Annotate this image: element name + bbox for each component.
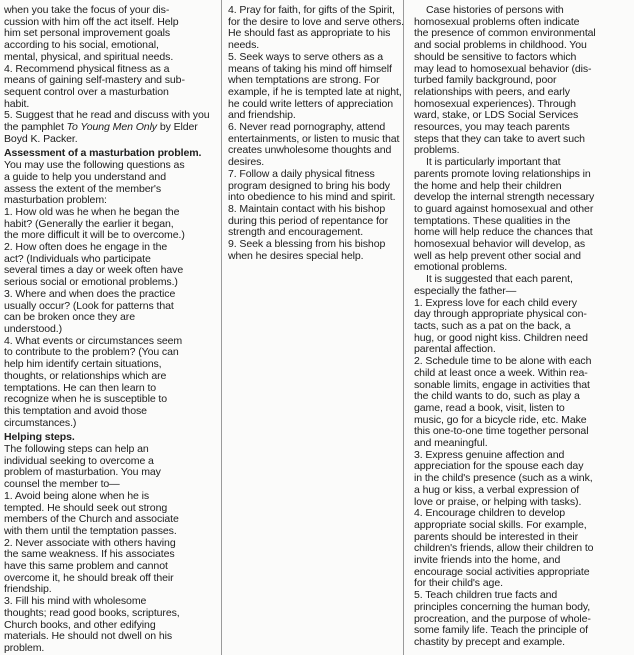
text-line: 9. Seek a blessing from his bishop: [228, 238, 386, 251]
text-line: chastity by precept and example.: [414, 635, 565, 648]
text-line: example, if he is tempted late at night,: [228, 85, 402, 98]
text-line: day through appropriate physical con-: [414, 308, 587, 321]
text-line: understood.): [4, 322, 63, 335]
text-line: during this period of repentance for: [228, 214, 388, 227]
text-line: Church books, and other edifying: [4, 618, 156, 631]
text-line: when he desires special help.: [228, 249, 364, 262]
text-line: 2. Schedule time to be alone with each: [414, 355, 592, 368]
text-line: the presence of common environmental: [414, 27, 596, 40]
middle-column: [228, 5, 408, 653]
text-line: for their child's age.: [414, 577, 503, 590]
text-line: when temptations are strong. For: [228, 74, 380, 87]
text-line: ward, stake, or LDS Social Services: [414, 109, 579, 122]
assessment-text: [4, 160, 215, 429]
helping-steps-continued: [228, 5, 408, 262]
text-line: You may use the following questions as: [4, 159, 185, 172]
text-line: he could write letters of appreciation: [228, 97, 394, 110]
text-line: relationships with peers, and early: [414, 85, 570, 98]
text-line: 3. Where and when does the practice: [4, 287, 176, 300]
case-histories-paragraph: [414, 5, 628, 157]
text-line: a hug or kiss, a verbal expression of: [414, 483, 580, 496]
text-line: into obedience to his mind and spirit.: [228, 191, 396, 204]
text-line: game, read a book, visit, listen to: [414, 401, 565, 414]
text-line: can be broken once they are: [4, 311, 135, 324]
text-line: this temptation and avoid those: [4, 404, 147, 417]
text-line: overcome it, he should break off their: [4, 571, 174, 584]
text-line: music, go for a bicycle ride, etc. Make: [414, 413, 587, 426]
text-line: 3. Express genuine affection and: [414, 448, 565, 461]
text-line: 4. Recommend physical fitness as a: [4, 62, 170, 75]
text-line: temptations. These qualities in the: [414, 214, 571, 227]
text-line: It is suggested that each parent,: [426, 273, 573, 286]
text-line: hug, or good night kiss. Children need: [414, 331, 588, 344]
text-line: The following steps can help an: [4, 443, 149, 456]
text-line: habit.: [4, 97, 30, 110]
pamphlet-title: To Young Men Only: [66, 121, 157, 134]
text-line: help him identify certain situations,: [4, 358, 162, 371]
text-line: serious social or emotional problems.): [4, 276, 178, 289]
text-line: 1. How old was he when he began the: [4, 205, 180, 218]
text-line: according to his social, emotional,: [4, 39, 159, 52]
text-line: him set personal improvement goals: [4, 27, 171, 40]
text-line: 4. Pray for faith, for gifts of the Spirit,: [228, 5, 395, 16]
text-line: 1. Avoid being alone when he is: [4, 489, 150, 502]
text-line: sonable limits, engage in activities that: [414, 378, 590, 391]
text-line: creates unwholesome thoughts and: [228, 144, 392, 157]
text-line: temptations. He can then learn to: [4, 381, 157, 394]
text-line: appropriate social skills. For example,: [414, 518, 587, 531]
parent-suggestions-list: [414, 274, 628, 649]
text-line: especially the father—: [414, 284, 517, 297]
text-line: thoughts; read good books, scriptures,: [4, 606, 180, 619]
text-line: desires.: [228, 156, 265, 169]
suggest-text-after: by Elder Boyd K. Packer.: [4, 121, 198, 145]
text-line: emotional problems.: [414, 261, 508, 274]
text-line: appreciation for the spouse each day: [414, 460, 584, 473]
text-line: parents promote loving relationships in: [414, 167, 591, 180]
text-line: thoughts, or relationships which are: [4, 369, 167, 382]
text-line: the child wants to do, such as play a: [414, 390, 580, 403]
text-line: 5. Seek ways to serve others as a: [228, 50, 383, 63]
text-line: usually occur? (Look for patterns that: [4, 299, 174, 312]
right-column: [414, 5, 628, 653]
text-line: parental affection.: [414, 343, 496, 356]
text-line: procreation, and the purpose of whole-: [414, 612, 591, 625]
text-line: several times a day or week often have: [4, 264, 184, 277]
text-line: 1. Express love for each child every: [414, 296, 577, 309]
text-line: develop the internal strength necessary: [414, 191, 595, 204]
text-line: 2. Never associate with others having: [4, 536, 176, 549]
text-line: parents should be interested in their: [414, 530, 578, 543]
text-line: means of gaining self-mastery and sub-: [4, 74, 185, 87]
text-line: masturbation problem:: [4, 194, 107, 207]
text-line: entertainments, or listen to music that: [228, 132, 400, 145]
text-line: It is particularly important that: [426, 156, 561, 169]
text-line: have this same problem and cannot: [4, 560, 168, 573]
text-line: encourage social activities appropriate: [414, 565, 590, 578]
text-line: members of the Church and associate: [4, 513, 179, 526]
text-line: some family life. Teach the principle of: [414, 624, 589, 637]
text-line: invite friends into the home, and: [414, 554, 561, 567]
text-line: homosexual behavior will develop, as: [414, 238, 586, 251]
text-line: the same weakness. If his associates: [4, 548, 175, 561]
text-line: and friendship.: [228, 109, 296, 122]
text-line: tacts, such as a pat on the back, a: [414, 319, 571, 332]
text-line: love or praise, or helping with tasks).: [414, 495, 582, 508]
column-divider-left: [221, 0, 222, 655]
text-line: for the desire to love and serve others.: [228, 15, 404, 28]
text-line: with them until the temptation passes.: [4, 524, 177, 537]
text-line: program designed to bring his body: [228, 179, 390, 192]
text-line: in the child's presence (such as a wink,: [414, 472, 593, 485]
parents-relationships-paragraph: [414, 157, 628, 274]
text-line: tempted. He should seek out strong: [4, 501, 168, 514]
text-line: individual seeking to overcome a: [4, 454, 154, 467]
text-line: materials. He should not dwell on his: [4, 630, 173, 643]
left-column: [4, 5, 215, 653]
text-line: cussion with him off the act itself. Help: [4, 15, 179, 28]
text-line: circumstances.): [4, 416, 77, 429]
text-line: when you take the focus of your dis-: [4, 5, 170, 16]
text-line: homosexual problems often indicate: [414, 15, 580, 28]
text-line: assess the extent of the member's: [4, 182, 161, 195]
text-line: a guide to help you understand and: [4, 170, 166, 183]
text-line: homosexual experiences). Through: [414, 97, 576, 110]
text-line: problems.: [414, 144, 460, 157]
text-line: mental, physical, and spiritual needs.: [4, 50, 174, 63]
assessment-heading: Assessment of a masturbation problem.: [4, 147, 202, 160]
text-line: friendship.: [4, 583, 52, 596]
text-line: should be sensitive to factors which: [414, 50, 577, 63]
text-line: 8. Maintain contact with his bishop: [228, 202, 386, 215]
text-line: the home and help their children: [414, 179, 562, 192]
text-line: children's friends, allow their children to: [414, 542, 594, 555]
text-line: and meaningful.: [414, 437, 488, 450]
text-line: strength and encouragement.: [228, 226, 364, 239]
text-line: Case histories of persons with: [426, 5, 564, 16]
suggest-text-before: 5. Suggest that he read and discuss with you the pamphlet: [4, 109, 210, 134]
text-line: needs.: [228, 39, 260, 52]
text-line: turbed family background, poor: [414, 74, 557, 87]
text-line: problem.: [4, 641, 45, 653]
text-line: He should fast as appropriate to his: [228, 27, 391, 40]
text-line: 4. Encourage children to develop: [414, 507, 566, 520]
pamphlet-suggestion: [4, 110, 215, 145]
text-line: child at least once a week. Within rea-: [414, 366, 588, 379]
text-line: 6. Never read pornography, attend: [228, 121, 386, 134]
text-line: 5. Teach children true facts and: [414, 589, 558, 602]
text-line: to contribute to the problem? (You can: [4, 346, 179, 359]
text-line: 7. Follow a daily physical fitness: [228, 167, 375, 180]
intro-text: [4, 5, 215, 110]
text-line: problem of masturbation. You may: [4, 466, 161, 479]
text-line: 2. How often does he engage in the: [4, 241, 168, 254]
text-line: home will help reduce the chances that: [414, 226, 593, 239]
text-line: this one-to-one time together personal: [414, 425, 589, 438]
text-line: 4. What events or circumstances seem: [4, 334, 183, 347]
text-line: to guard against homosexual and other: [414, 202, 594, 215]
text-line: and social problems in childhood. You: [414, 39, 587, 52]
text-line: means of taking his mind off himself: [228, 62, 392, 75]
text-line: principles concerning the human body,: [414, 600, 591, 613]
text-line: may lead to homosexual behavior (dis-: [414, 62, 592, 75]
text-line: counsel the member to—: [4, 478, 120, 491]
text-line: steps that they can take to avert such: [414, 132, 585, 145]
text-line: resources, you may teach parents: [414, 121, 570, 134]
text-line: sequent control over a masturbation: [4, 85, 169, 98]
helping-steps-text: [4, 444, 215, 653]
text-line: recognize when he is susceptible to: [4, 393, 168, 406]
helping-steps-heading: Helping steps.: [4, 431, 75, 444]
text-line: the more difficult it will be to overcome.): [4, 229, 185, 242]
text-line: well as help prevent other social and: [414, 249, 581, 262]
text-line: act? (Individuals who participate: [4, 252, 151, 265]
text-line: habit? (Generally the earlier it began,: [4, 217, 174, 230]
text-line: 3. Fill his mind with wholesome: [4, 595, 147, 608]
